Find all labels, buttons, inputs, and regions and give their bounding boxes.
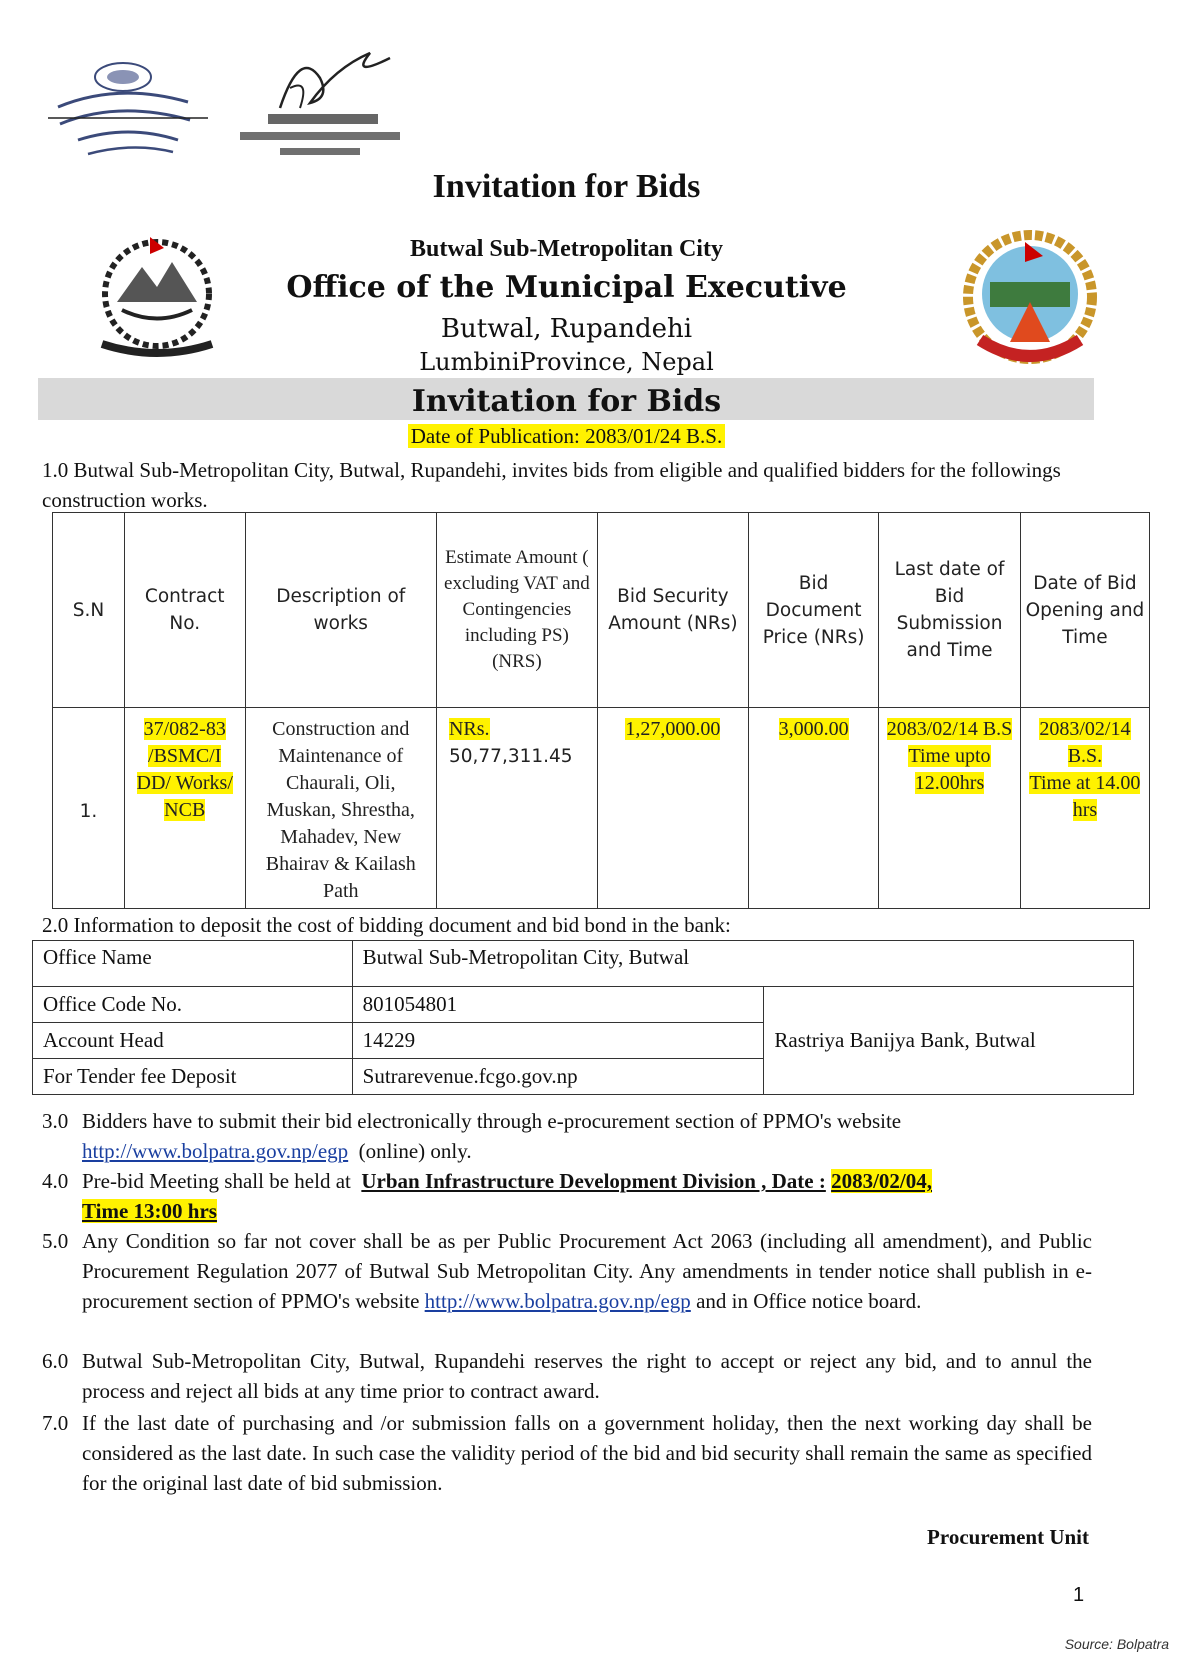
bid-table — [52, 512, 1150, 909]
clause-3: 3.0 Bidders have to submit their bid electronically through e-procurement section of PPMO's website http://www.bolpatra.gov.np/egp (online) only. — [42, 1109, 902, 1163]
account-head-value: 14229 — [352, 1023, 764, 1059]
header-sn: S.N — [53, 513, 125, 708]
address-line-2: LumbiniProvince, Nepal — [419, 348, 714, 376]
cell-estimate: NRs. 50,77,311.45 — [436, 708, 597, 909]
header-opening: Date of Bid Opening and Time — [1020, 513, 1149, 708]
signatory: Procurement Unit — [927, 1525, 1089, 1549]
account-head-label: Account Head — [33, 1023, 353, 1059]
office-code-value: 801054801 — [352, 987, 764, 1023]
subtitle: Invitation for Bids — [411, 384, 722, 419]
office-name-value: Butwal Sub-Metropolitan City, Butwal — [352, 941, 1133, 987]
cell-security: 1,27,000.00 — [597, 708, 748, 909]
header-last-date: Last date of Bid Submission and Time — [879, 513, 1021, 708]
bolpatra-link[interactable]: http://www.bolpatra.gov.np/egp — [82, 1139, 349, 1163]
cell-sn: 1. — [53, 708, 125, 909]
tender-fee-label: For Tender fee Deposit — [33, 1059, 353, 1095]
cell-description: Construction and Maintenance of Chaurali, Oli, Muskan, Shrestha, Mahadev, New Bhairav & Kailash Path — [245, 708, 436, 909]
cell-opening: 2083/02/14 B.S. Time at 14.00 hrs — [1020, 708, 1149, 909]
header-doc-price: Bid Document Price (NRs) — [749, 513, 879, 708]
bank-name: Rastriya Banijya Bank, Butwal — [764, 987, 1134, 1095]
clause-7: 7.0 If the last date of purchasing and /or submission falls on a government holiday, then the next working day shall be considered as the last date. In such case the validity period of the bid and bid security shall remain the same as specified for the original last date of bid submission. — [42, 1411, 1092, 1495]
clause-5: 5.0 Any Condition so far not cover shall be as per Public Procurement Act 2063 (including all amendment), and Public Procurement Regulation 2077 of Butwal Sub Metropolitan City. Any amendments in tender notice shall publish in e-procurement section of PPMO's website http://www.bolpatra.gov.np/egp and in Office notice board. — [42, 1229, 1092, 1313]
section-2-heading: 2.0 Information to deposit the cost of bidding document and bid bond in the bank: — [42, 913, 731, 937]
header-estimate: Estimate Amount ( excluding VAT and Contingencies including PS)(NRS) — [436, 513, 597, 708]
intro-paragraph: 1.0 Butwal Sub-Metropolitan City, Butwal, Rupandehi, invites bids from eligible and qualified bidders for the followings construction works. — [42, 458, 1061, 512]
clause-4: 4.0 Pre-bid Meeting shall be held at Urban Infrastructure Development Division , Date : 2083/02/04, Time 13:00 hrs — [42, 1169, 933, 1223]
bank-table — [32, 940, 1134, 1095]
page-number: 1 — [1073, 1584, 1085, 1606]
office-name: Office of the Municipal Executive — [286, 270, 847, 305]
cell-doc-price: 3,000.00 — [749, 708, 879, 909]
address-line-1: Butwal, Rupandehi — [440, 314, 693, 344]
cell-contract: 37/082-83 /BSMC/I DD/ Works/ NCB — [124, 708, 245, 909]
header-contract: Contract No. — [124, 513, 245, 708]
header-description: Description of works — [245, 513, 436, 708]
office-code-label: Office Code No. — [33, 987, 353, 1023]
office-name-label: Office Name — [33, 941, 353, 987]
table-row — [53, 708, 1150, 909]
table-row — [33, 941, 1134, 987]
table-row — [33, 987, 1134, 1023]
cell-last-date: 2083/02/14 B.S Time upto 12.00hrs — [879, 708, 1021, 909]
bolpatra-link-2[interactable]: http://www.bolpatra.gov.np/egp — [424, 1289, 691, 1313]
office-stamp-icon — [48, 52, 208, 162]
city-name: Butwal Sub-Metropolitan City — [410, 236, 723, 262]
publication-date: Date of Publication: 2083/01/24 B.S. — [0, 424, 1133, 449]
signature-icon — [240, 38, 410, 158]
clause-6: 6.0 Butwal Sub-Metropolitan City, Butwal, Rupandehi reserves the right to accept or reject any bid, and to annul the process and reject all bids at any time prior to contract award. — [42, 1349, 1092, 1403]
source-credit: Source: Bolpatra — [1064, 1636, 1169, 1652]
header-security: Bid Security Amount (NRs) — [597, 513, 748, 708]
tender-fee-value: Sutrarevenue.fcgo.gov.np — [352, 1059, 764, 1095]
page-title: Invitation for Bids — [432, 168, 701, 205]
